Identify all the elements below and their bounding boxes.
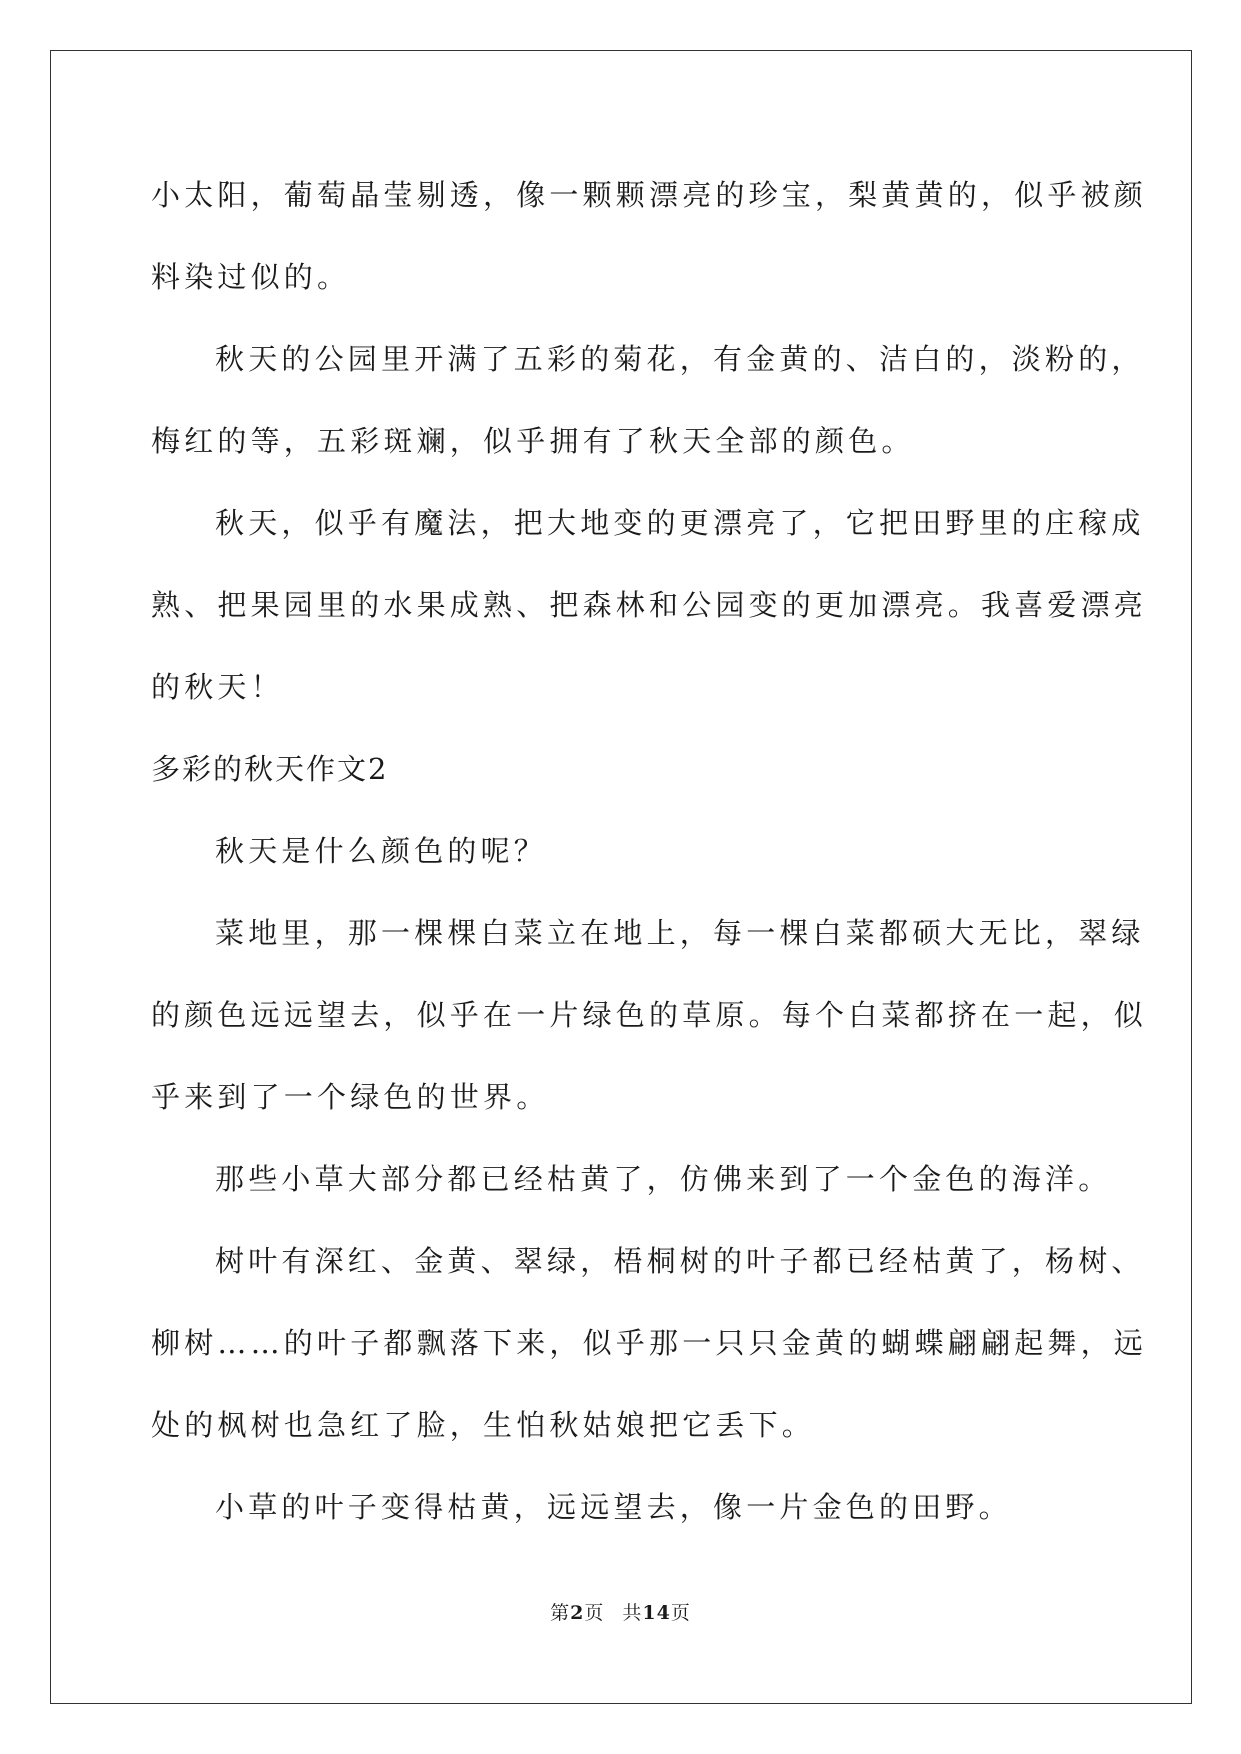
text-line: 熟、把果园里的水果成熟、把森林和公园变的更加漂亮。我喜爱漂亮 [151,588,1148,622]
text-line: 乎来到了一个绿色的世界。 [151,1080,550,1114]
total-label-suffix: 页 [670,1602,691,1624]
paragraph-continuation [151,154,1148,318]
page-number: 2 [570,1602,585,1624]
page-footer [0,1598,1241,1625]
section-heading [151,728,1091,810]
text-line: 的秋天！ [151,670,284,704]
paragraph-field [151,1466,1091,1548]
text-line: 菜地里，那一棵棵白菜立在地上，每一棵白菜都硕大无比，翠绿 [215,916,1145,950]
heading-text: 多彩的秋天作文2 [151,752,389,786]
total-pages: 14 [642,1602,671,1624]
text-line: 柳树……的叶子都飘落下来，似乎那一只只金黄的蝴蝶翩翩起舞，远 [151,1326,1148,1360]
paragraph-magic [151,482,1148,728]
text-line: 梅红的等，五彩斑斓，似乎拥有了秋天全部的颜色。 [151,424,915,458]
paragraph-cabbage [151,892,1148,1138]
paragraph-leaves [151,1220,1148,1466]
text-line: 树叶有深红、金黄、翠绿，梧桐树的叶子都已经枯黄了，杨树、 [215,1244,1145,1278]
text-line: 秋天的公园里开满了五彩的菊花，有金黄的、洁白的，淡粉的， [215,342,1145,376]
paragraph-park [151,318,1145,482]
text-line: 的颜色远远望去，似乎在一片绿色的草原。每个白菜都挤在一起，似 [151,998,1148,1032]
text-line: 秋天，似乎有魔法，把大地变的更漂亮了，它把田野里的庄稼成 [215,506,1145,540]
text-line: 料染过似的。 [151,260,351,294]
page-label-suffix: 页 [584,1602,605,1624]
text-line: 那些小草大部分都已经枯黄了，仿佛来到了一个金色的海洋。 [215,1162,1112,1196]
paragraph-grass [151,1138,1112,1220]
total-label-prefix: 共 [622,1602,643,1624]
document-body [151,154,1148,1548]
text-line: 秋天是什么颜色的呢？ [215,834,548,868]
text-line: 小太阳，葡萄晶莹剔透，像一颗颗漂亮的珍宝，梨黄黄的，似乎被颜 [151,178,1148,212]
paragraph-question [151,810,1091,892]
text-line: 处的枫树也急红了脸，生怕秋姑娘把它丢下。 [151,1408,816,1442]
page-label-prefix: 第 [550,1602,571,1624]
text-line: 小草的叶子变得枯黄，远远望去，像一片金色的田野。 [215,1490,1012,1524]
